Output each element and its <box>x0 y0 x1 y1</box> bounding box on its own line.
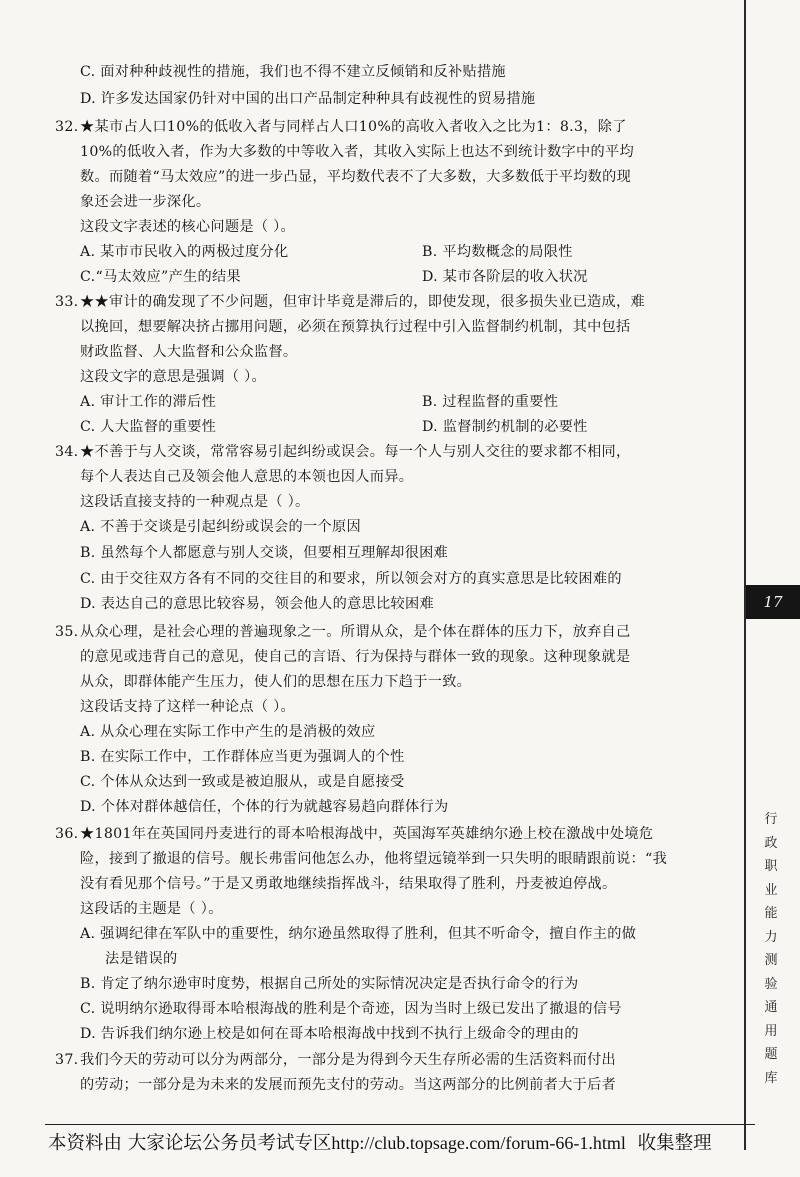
right-margin-rule <box>744 0 746 1150</box>
side-title-char: 力 <box>764 929 778 945</box>
question-35-prompt: 这段话支持了这样一种论点（ ）。 <box>80 699 296 715</box>
question-33-number: 33. <box>55 294 79 310</box>
question-36-number: 36. <box>55 826 79 842</box>
question-37-line: 的劳动；一部分是为未来的发展而预先支付的劳动。当这两部分的比例前者大于后者 <box>80 1077 617 1093</box>
question-34-option-a: A. 不善于交谈是引起纠纷或误会的一个原因 <box>80 519 361 535</box>
side-title-char: 能 <box>764 906 778 921</box>
question-32-line: 象还会进一步深化。 <box>80 194 211 210</box>
question-34-option-d: D. 表达自己的意思比较容易，领会他人的意思比较困难 <box>80 596 435 612</box>
side-title-char: 职 <box>764 859 778 874</box>
question-34-line: ★不善于与人交谈，常常容易引起纠纷或误会。每一个人与别人交往的要求都不相同， <box>80 444 631 460</box>
question-32-option-d: D. 某市各阶层的收入状况 <box>422 269 588 285</box>
question-36-prompt: 这段话的主题是（ ）。 <box>80 901 223 917</box>
question-35-option-b: B. 在实际工作中，工作群体应当更为强调人的个性 <box>80 749 405 765</box>
question-34-option-b: B. 虽然每个人都愿意与别人交谈，但要相互理解却很困难 <box>80 545 449 561</box>
question-33-line: 财政监督、人大监督和公众监督。 <box>80 344 298 360</box>
question-36-line: 没有看见那个信号。”于是又勇敢地继续指挥战斗，结果取得了胜利，丹麦被迫停战。 <box>80 876 617 892</box>
side-title-char: 行 <box>764 812 778 827</box>
footer-prefix: 本资料由 大家论坛公务员考试专区 <box>48 1133 332 1154</box>
question-35-line: 的意见或违背自己的意见，使自己的言语、行为保持与群体一致的现象。这种现象就是 <box>80 649 631 665</box>
side-title-char: 通 <box>764 1000 778 1015</box>
question-32-line: ★某市占人口10%的低收入者与同样占人口10%的高收入者收入之比为1：8.3，除了 <box>80 119 627 135</box>
page-number: 17 <box>746 585 800 619</box>
question-36-option-d: D. 告诉我们纳尔逊上校是如何在哥本哈根海战中找到不执行上级命令的理由的 <box>80 1026 579 1042</box>
question-32-number: 32. <box>55 119 79 135</box>
question-35-line: 从众心理，是社会心理的普遍现象之一。所谓从众，是个体在群体的压力下，放弃自己 <box>80 624 631 640</box>
question-36-option-b: B. 肯定了纳尔逊审时度势，根据自己所处的实际情况决定是否执行命令的行为 <box>80 976 579 992</box>
footer-rule <box>45 1124 755 1125</box>
question-32-option-c: C.“马太效应”产生的结果 <box>80 269 241 285</box>
footer-suffix: 收集整理 <box>625 1133 712 1154</box>
side-title-char: 库 <box>764 1070 778 1086</box>
footer-source <box>48 1130 712 1157</box>
footer-url[interactable]: http://club.topsage.com/forum-66-1.html <box>331 1133 626 1153</box>
question-32-line: 数。而随着“马太效应”的进一步凸显，平均数代表不了大多数，大多数低于平均数的现 <box>80 169 632 185</box>
question-33-option-a: A. 审计工作的滞后性 <box>80 394 217 410</box>
question-36-line: 险，接到了撤退的信号。舰长弗雷问他怎么办，他将望远镜举到一只失明的眼睛跟前说：“我 <box>80 851 668 867</box>
side-title-char: 用 <box>764 1023 778 1039</box>
question-33-option-c: C. 人大监督的重要性 <box>80 419 217 435</box>
question-37-number: 37. <box>55 1052 79 1068</box>
question-35-option-a: A. 从众心理在实际工作中产生的是消极的效应 <box>80 724 376 740</box>
question-33-prompt: 这段文字的意思是强调（ ）。 <box>80 369 267 385</box>
question-34-line: 每个人表达自己及领会他人意思的本领也因人而异。 <box>80 469 414 485</box>
question-36-line: ★1801年在英国同丹麦进行的哥本哈根海战中，英国海军英雄纳尔逊上校在激战中处境危 <box>80 826 654 842</box>
question-32-line: 10%的低收入者，作为大多数的中等收入者，其收入实际上也达不到统计数字中的平均 <box>80 144 634 160</box>
side-book-title <box>758 808 784 1090</box>
side-title-char: 题 <box>764 1047 778 1062</box>
question-33-option-b: B. 过程监督的重要性 <box>422 394 559 410</box>
question-36-option-a: A. 强调纪律在军队中的重要性，纳尔逊虽然取得了胜利，但其不听命令，擅自作主的做 <box>80 926 637 942</box>
question-34-option-c: C. 由于交往双方各有不同的交往目的和要求，所以领会对方的真实意思是比较困难的 <box>80 571 622 587</box>
question-35-option-d: D. 个体对群体越信任，个体的行为就越容易趋向群体行为 <box>80 799 449 815</box>
side-title-char: 测 <box>764 953 778 968</box>
question-35-number: 35. <box>55 624 79 640</box>
question-34-prompt: 这段话直接支持的一种观点是（ ）。 <box>80 494 310 510</box>
prev-option-d: D. 许多发达国家仍针对中国的出口产品制定种种具有歧视性的贸易措施 <box>80 91 536 107</box>
side-title-char: 业 <box>764 882 778 898</box>
question-32-prompt: 这段文字表述的核心问题是（ ）。 <box>80 219 296 235</box>
question-33-line: ★★审计的确发现了不少问题，但审计毕竟是滞后的，即使发现，很多损失业已造成，难 <box>80 294 646 310</box>
question-37-line: 我们今天的劳动可以分为两部分，一部分是为得到今天生存所必需的生活资料而付出 <box>80 1052 617 1068</box>
question-34-number: 34. <box>55 444 79 460</box>
question-32-option-b: B. 平均数概念的局限性 <box>422 244 573 260</box>
question-35-line: 从众，即群体能产生压力，使人们的思想在压力下趋于一致。 <box>80 674 472 690</box>
question-35-option-c: C. 个体从众达到一致或是被迫服从，或是自愿接受 <box>80 774 405 790</box>
question-36-option-c: C. 说明纳尔逊取得哥本哈根海战的胜利是个奇迹，因为当时上级已发出了撤退的信号 <box>80 1001 622 1017</box>
question-36-option-a-cont: 法是错误的 <box>105 951 178 967</box>
question-32-option-a: A. 某市市民收入的两极过度分化 <box>80 244 289 260</box>
side-title-char: 验 <box>764 976 778 992</box>
question-33-line: 以挽回，想要解决挤占挪用问题，必须在预算执行过程中引入监督制约机制，其中包括 <box>80 319 631 335</box>
side-title-char: 政 <box>764 835 778 851</box>
prev-option-c: C. 面对种种歧视性的措施，我们也不得不建立反倾销和反补贴措施 <box>80 64 506 80</box>
question-33-option-d: D. 监督制约机制的必要性 <box>422 419 588 435</box>
